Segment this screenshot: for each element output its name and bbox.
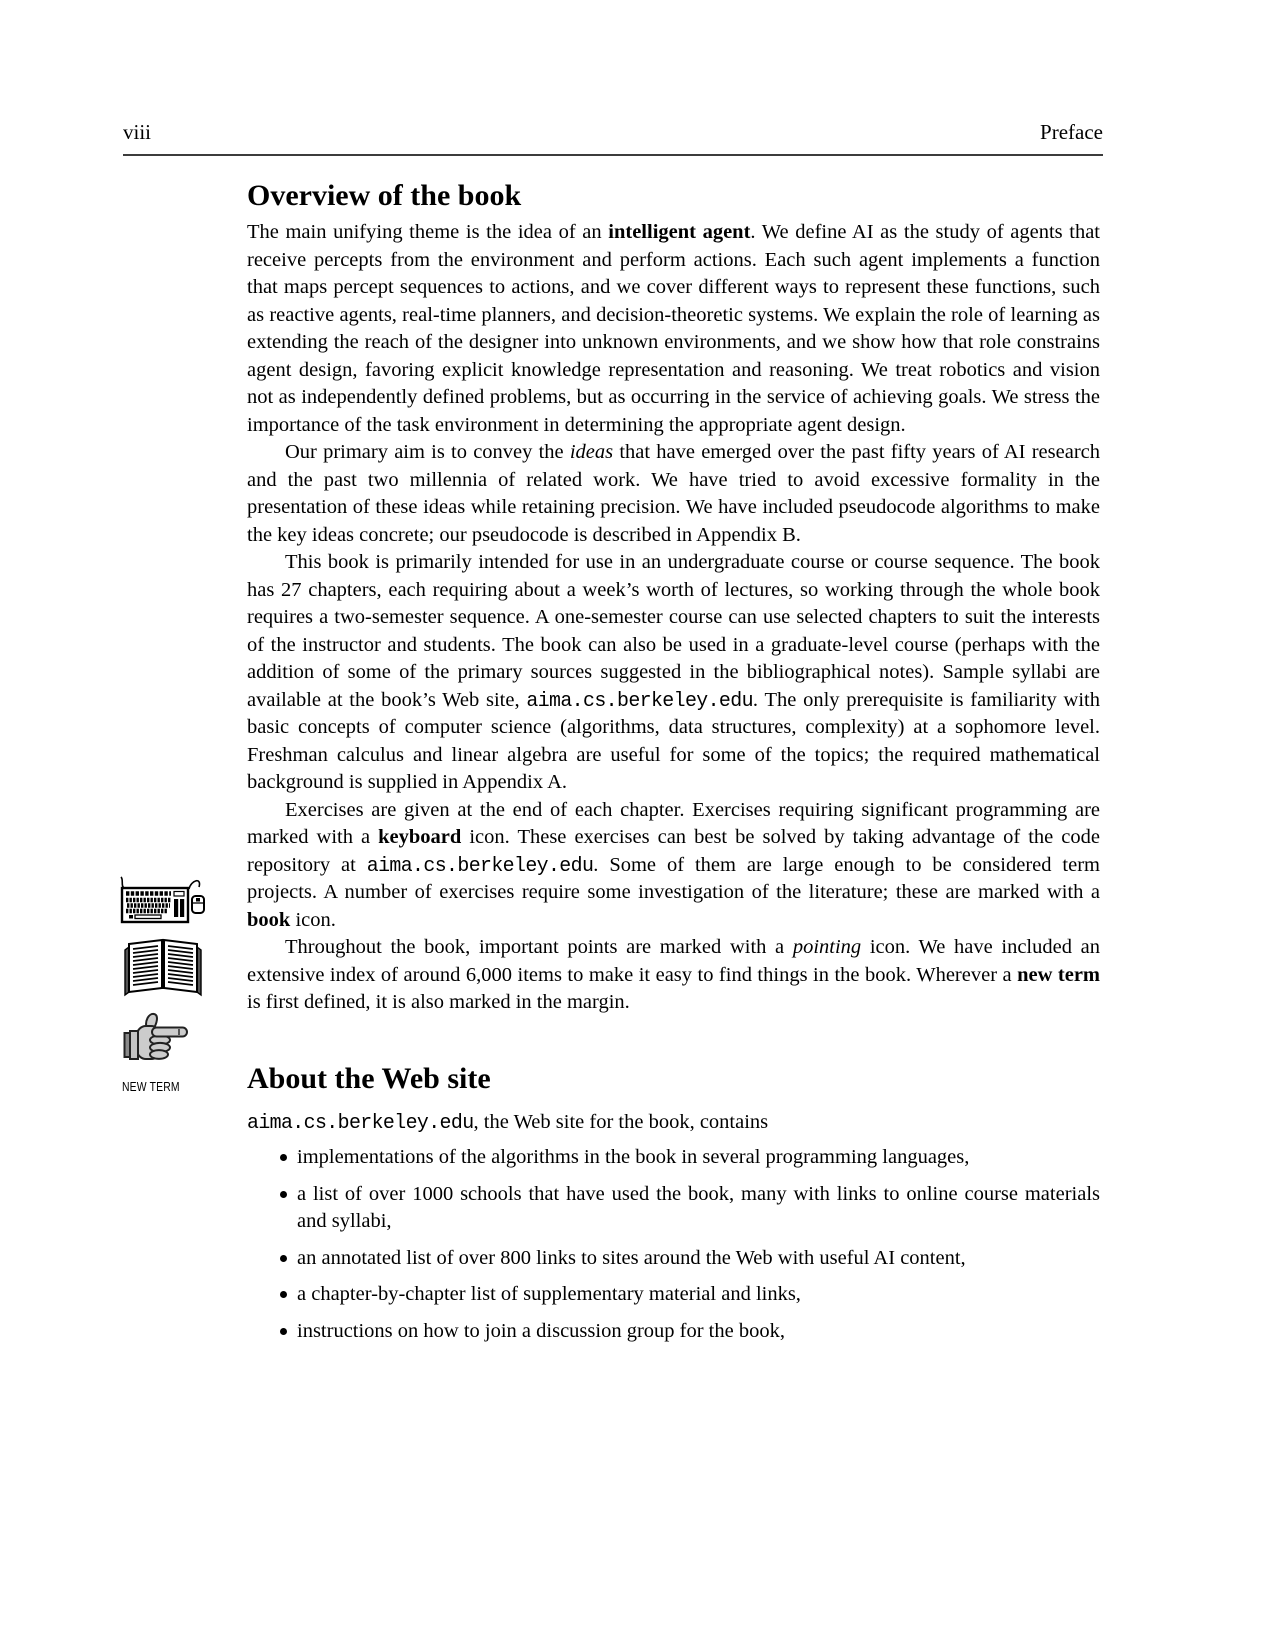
code-text: aima.cs.berkeley.edu <box>526 688 753 712</box>
bold-term: new term <box>1017 963 1100 986</box>
book-icon <box>121 936 205 998</box>
italic-term: ideas <box>569 441 614 463</box>
website-intro: aima.cs.berkeley.edu, the Web site for the book, contains <box>247 1110 769 1134</box>
bold-term: keyboard <box>378 826 462 848</box>
code-text: aima.cs.berkeley.edu <box>366 853 594 877</box>
list-item: an annotated list of over 800 links to sites around the Web with useful AI content, <box>247 1245 1100 1273</box>
list-item: a chapter-by-chapter list of supplementary material and links, <box>247 1281 1100 1309</box>
paragraph: Exercises are given at the end of each chapter. Exercises requiring significant programming are marked with a keyboard icon. These exercises can best be solved by taking advantage of the code repository at aima.cs.berkeley.edu. Some of them are large enough to be considered term projects. A number of exercises require some investigation of the literature; these are marked with a book icon. <box>247 798 1100 931</box>
paragraph: Throughout the book, important points are marked with a pointing icon. We have included an extensive index of around 6,000 items to make it easy to find things in the book. Wherever a new term is first defined, it is also marked in the margin. <box>247 936 1100 1013</box>
page-number: viii <box>123 120 152 144</box>
new-term-label: NEW TERM <box>122 1079 180 1094</box>
bold-term: book <box>247 908 291 931</box>
running-header <box>123 120 1103 144</box>
paragraph: Our primary aim is to convey the ideas that have emerged over the past fifty years of AI research and the past two millennia of related work. We have tried to avoid excessive formality in the presentation of these ideas while retaining precision. We have included pseudocode algorithms to make the key ideas concrete; our pseudocode is described in Appendix B. <box>247 441 1100 546</box>
pointing-hand-icon <box>123 1011 189 1065</box>
list-item: a list of over 1000 schools that have used the book, many with links to online course materials and syllabi, <box>247 1181 1100 1236</box>
list-item: implementations of the algorithms in the book in several programming languages, <box>247 1144 1100 1172</box>
section-heading-overview: Overview of the book <box>247 179 522 212</box>
content-column <box>247 176 1100 1354</box>
italic-term: pointing <box>792 936 862 958</box>
website-bullet-list <box>247 1144 1100 1345</box>
running-title: Preface <box>1040 120 1103 144</box>
section-heading-website: About the Web site <box>247 1061 491 1095</box>
paragraph: The main unifying theme is the idea of an intelligent agent. We define AI as the study of agents that receive percepts from the environment and perform actions. Each such agent implements a function that maps percept sequences to actions, and we cover different ways to represent these functions, such as reactive agents, real-time planners, and decision-theoretic systems. We explain the role of learning as extending the reach of the designer into unknown environments, and we show how that role constrains agent design, favoring explicit knowledge representation and reasoning. We treat robotics and vision not as independently defined problems, but as occurring in the service of achieving goals. We stress the importance of the task environment in determining the appropriate agent design. <box>247 221 1101 436</box>
header-rule <box>123 154 1103 156</box>
code-text: aima.cs.berkeley.edu <box>247 1110 474 1134</box>
keyboard-icon <box>116 874 208 924</box>
paragraph: This book is primarily intended for use in an undergraduate course or course sequence. The book has 27 chapters, each requiring about a week’s worth of lectures, so working through the whole book requires a two-semester sequence. A one-semester course can use selected chapters to suit the interests of the instructor and students. The book can also be used in a graduate-level course (perhaps with the addition of some of the primary sources suggested in the bibliographical notes). Sample syllabi are available at the book’s Web site, aima.cs.berkeley.edu. The only prerequisite is familiarity with basic concepts of computer science (algorithms, data structures, complexity) at a sophomore level. Freshman calculus and linear algebra are useful for some of the topics; the required mathematical background is supplied in Appendix A. <box>247 551 1100 793</box>
overview-paragraphs <box>247 219 1100 1017</box>
bold-term: intelligent agent <box>608 221 751 243</box>
list-item: instructions on how to join a discussion group for the book, <box>247 1318 1100 1346</box>
